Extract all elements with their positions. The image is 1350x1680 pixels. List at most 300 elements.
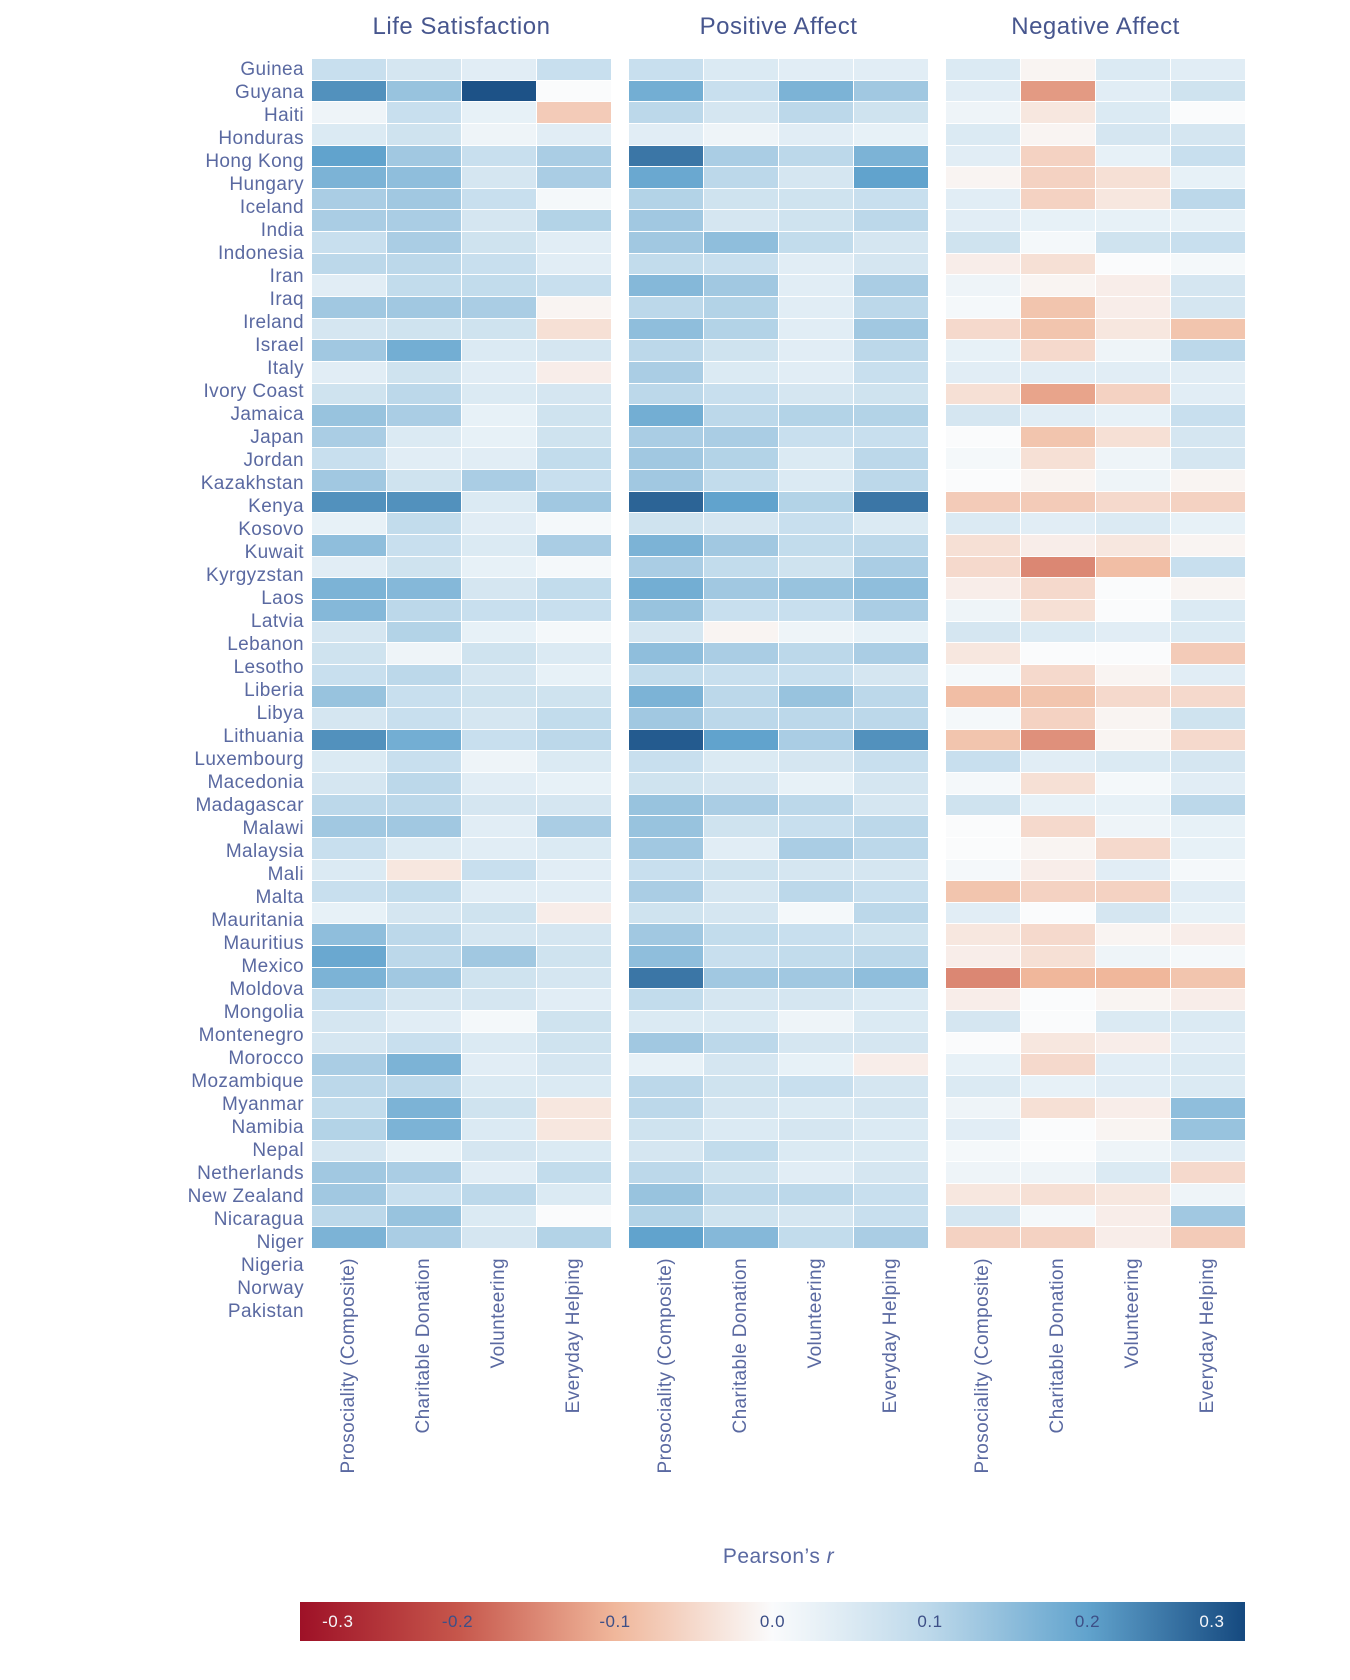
column-label: Prosociality (Composite) [655, 1258, 677, 1474]
heatmap-cell [1171, 1227, 1245, 1248]
heatmap-cell [1171, 81, 1245, 102]
row-label: Jamaica [230, 404, 304, 425]
heatmap-cell [462, 384, 536, 405]
heatmap-cell [1171, 405, 1245, 426]
row-label: Lesotho [233, 657, 304, 678]
heatmap-cell [462, 189, 536, 210]
heatmap-cell [854, 1076, 928, 1097]
heatmap-cell [387, 275, 461, 296]
heatmap-cell [462, 686, 536, 707]
heatmap-cell [462, 946, 536, 967]
heatmap-cell [462, 405, 536, 426]
heatmap-cell [312, 59, 386, 80]
heatmap-cell [1096, 816, 1170, 837]
heatmap-cell [1096, 167, 1170, 188]
heatmap-cell [779, 1184, 853, 1205]
heatmap-cell [1171, 189, 1245, 210]
column-label: Prosociality (Composite) [338, 1258, 360, 1474]
heatmap-cell [779, 319, 853, 340]
heatmap-cell [387, 362, 461, 383]
heatmap-cell [312, 946, 386, 967]
heatmap-cell [1171, 578, 1245, 599]
heatmap-cell [854, 903, 928, 924]
heatmap-cell [629, 665, 703, 686]
heatmap-cell [704, 535, 778, 556]
heatmap-cell [1096, 427, 1170, 448]
heatmap-cell [1096, 535, 1170, 556]
heatmap-cell [629, 795, 703, 816]
heatmap-cell [312, 557, 386, 578]
heatmap-cell [629, 643, 703, 664]
heatmap-cell [946, 1227, 1020, 1248]
heatmap-cell [1096, 730, 1170, 751]
heatmap-cell [629, 275, 703, 296]
row-label: Mauritania [211, 910, 304, 931]
heatmap-cell [1171, 492, 1245, 513]
heatmap-cell [1021, 232, 1095, 253]
heatmap-cell [312, 319, 386, 340]
heatmap-cell [537, 513, 611, 534]
heatmap-cell [629, 1098, 703, 1119]
heatmap-cell [854, 1141, 928, 1162]
heatmap-cell [946, 773, 1020, 794]
heatmap-cell [779, 622, 853, 643]
heatmap-cell [1021, 210, 1095, 231]
heatmap-cell [462, 319, 536, 340]
heatmap-cell [387, 686, 461, 707]
heatmap-cell [537, 643, 611, 664]
heatmap-cell [854, 189, 928, 210]
heatmap-cell [387, 1054, 461, 1075]
heatmap-cell [629, 578, 703, 599]
heatmap-cell [779, 773, 853, 794]
heatmap-cell [1021, 600, 1095, 621]
heatmap-cell [704, 427, 778, 448]
heatmap-cell [854, 665, 928, 686]
heatmap-cell [1021, 557, 1095, 578]
heatmap-cell [854, 470, 928, 491]
heatmap-cell [1096, 1206, 1170, 1227]
heatmap-cell [1021, 860, 1095, 881]
heatmap-cell [779, 924, 853, 945]
heatmap-cell [946, 535, 1020, 556]
heatmap-cell [387, 1076, 461, 1097]
heatmap-cell [629, 816, 703, 837]
heatmap-cell [462, 708, 536, 729]
heatmap-cell [462, 427, 536, 448]
heatmap-cell [537, 384, 611, 405]
heatmap-cell [854, 102, 928, 123]
heatmap-cell [1096, 946, 1170, 967]
row-label: Honduras [218, 128, 304, 149]
column-label: Charitable Donation [413, 1258, 435, 1434]
heatmap-cell [1171, 535, 1245, 556]
heatmap-cell [1021, 751, 1095, 772]
heatmap-cell [1171, 1098, 1245, 1119]
heatmap-cell [1096, 622, 1170, 643]
heatmap-cell [462, 751, 536, 772]
heatmap-cell [1021, 946, 1095, 967]
heatmap-cell [1021, 535, 1095, 556]
heatmap-cell [704, 59, 778, 80]
row-label: Ireland [243, 312, 304, 333]
heatmap-cell [462, 513, 536, 534]
heatmap-cell [312, 622, 386, 643]
heatmap-cell [946, 730, 1020, 751]
heatmap-cell [704, 730, 778, 751]
heatmap-cell [462, 1141, 536, 1162]
heatmap-cell [629, 622, 703, 643]
heatmap-cell [1096, 362, 1170, 383]
heatmap-cell [537, 708, 611, 729]
heatmap-cell [854, 319, 928, 340]
heatmap-cell [946, 903, 1020, 924]
heatmap-cell [1021, 665, 1095, 686]
heatmap-cell [537, 340, 611, 361]
heatmap-cell [312, 513, 386, 534]
heatmap-cell [854, 210, 928, 231]
heatmap-cell [1021, 924, 1095, 945]
heatmap-cell [462, 167, 536, 188]
heatmap-cell [1096, 189, 1170, 210]
heatmap-cell [1171, 600, 1245, 621]
heatmap-cell [312, 124, 386, 145]
panel-title-negative-affect: Negative Affect [1011, 13, 1180, 40]
row-label: Lebanon [227, 634, 304, 655]
heatmap-cell [629, 1184, 703, 1205]
heatmap-cell [537, 535, 611, 556]
heatmap-cell [1096, 1227, 1170, 1248]
heatmap-cell [854, 838, 928, 859]
colorbar-tick-label: 0.1 [917, 1612, 943, 1631]
heatmap-cell [537, 860, 611, 881]
heatmap-cell [946, 989, 1020, 1010]
heatmap-cell [1096, 968, 1170, 989]
heatmap-cell [387, 989, 461, 1010]
heatmap-cell [462, 1119, 536, 1140]
colorbar-title-text: Pearson’s [722, 1545, 821, 1568]
heatmap-cell [312, 167, 386, 188]
heatmap-cell [537, 470, 611, 491]
heatmap-cell [1171, 860, 1245, 881]
heatmap-cell [704, 1119, 778, 1140]
heatmap-cell [462, 340, 536, 361]
row-label: Madagascar [195, 795, 304, 816]
heatmap-cell [854, 708, 928, 729]
heatmap-cell [946, 557, 1020, 578]
heatmap-cell [704, 254, 778, 275]
heatmap-cell [629, 924, 703, 945]
heatmap-cell [1021, 448, 1095, 469]
heatmap-cell [537, 773, 611, 794]
heatmap-cell [537, 751, 611, 772]
heatmap-cell [537, 1011, 611, 1032]
heatmap-cell [779, 860, 853, 881]
row-label: Haiti [263, 105, 304, 126]
heatmap-cell [704, 686, 778, 707]
heatmap-cell [1021, 513, 1095, 534]
row-label: Japan [250, 427, 304, 448]
heatmap-cell [704, 297, 778, 318]
heatmap-cell [462, 81, 536, 102]
heatmap-cell [537, 210, 611, 231]
heatmap-cell [387, 1227, 461, 1248]
heatmap-cell [1096, 1098, 1170, 1119]
heatmap-cell [629, 513, 703, 534]
heatmap-cell [1021, 1054, 1095, 1075]
heatmap-cell [537, 275, 611, 296]
heatmap-cell [704, 513, 778, 534]
heatmap-cell [462, 622, 536, 643]
heatmap-cell [1096, 1011, 1170, 1032]
heatmap-cell [537, 557, 611, 578]
heatmap-cell [1021, 1184, 1095, 1205]
heatmap-cell [854, 167, 928, 188]
heatmap-cell [1171, 297, 1245, 318]
row-label: Mexico [241, 956, 304, 977]
heatmap-cell [312, 1098, 386, 1119]
heatmap-cell [1021, 297, 1095, 318]
heatmap-cell [1171, 146, 1245, 167]
heatmap-cell [779, 578, 853, 599]
heatmap-cell [462, 362, 536, 383]
heatmap-cell [779, 340, 853, 361]
heatmap-cell [779, 881, 853, 902]
heatmap-cell [537, 362, 611, 383]
heatmap-cell [462, 297, 536, 318]
heatmap-cell [629, 708, 703, 729]
heatmap-cell [854, 643, 928, 664]
heatmap-cell [629, 968, 703, 989]
heatmap-cell [946, 622, 1020, 643]
heatmap-cell [629, 773, 703, 794]
heatmap-cell [462, 557, 536, 578]
heatmap-cell [387, 535, 461, 556]
heatmap-cell [704, 1076, 778, 1097]
heatmap-cell [1171, 1119, 1245, 1140]
row-label: Nicaragua [213, 1209, 304, 1230]
heatmap-cell [1171, 427, 1245, 448]
heatmap-cell [854, 146, 928, 167]
heatmap-cell [1021, 968, 1095, 989]
heatmap-cell [387, 751, 461, 772]
heatmap-cell [854, 1054, 928, 1075]
heatmap-cell [629, 860, 703, 881]
colorbar-tick-label: -0.3 [322, 1612, 354, 1631]
heatmap-cell [779, 1011, 853, 1032]
heatmap-cell [1171, 1141, 1245, 1162]
heatmap-cell [312, 665, 386, 686]
heatmap-cell [946, 1119, 1020, 1140]
heatmap-cell [704, 708, 778, 729]
heatmap-cell [1171, 816, 1245, 837]
heatmap-cell [704, 881, 778, 902]
heatmap-cell [629, 59, 703, 80]
row-label: Laos [261, 588, 304, 609]
heatmap-cell [1171, 384, 1245, 405]
heatmap-cell [312, 492, 386, 513]
heatmap-cell [1021, 427, 1095, 448]
heatmap-cell [704, 643, 778, 664]
heatmap-cell [462, 665, 536, 686]
heatmap-cell [946, 275, 1020, 296]
heatmap-cell [312, 1011, 386, 1032]
heatmap-cell [312, 470, 386, 491]
heatmap-cell [629, 1033, 703, 1054]
row-label: Latvia [250, 611, 304, 632]
heatmap-cell [946, 751, 1020, 772]
row-label: Luxembourg [194, 749, 304, 770]
heatmap-cell [312, 81, 386, 102]
heatmap-cell [537, 838, 611, 859]
heatmap-cell [629, 470, 703, 491]
heatmap-cell [1096, 340, 1170, 361]
colorbar-tick-label: 0.0 [759, 1612, 786, 1631]
heatmap-cell [854, 622, 928, 643]
row-label: Kazakhstan [200, 473, 304, 494]
heatmap-cell [1096, 1119, 1170, 1140]
heatmap-cell [537, 1033, 611, 1054]
row-label: Malaysia [225, 841, 304, 862]
heatmap-cell [779, 1206, 853, 1227]
heatmap-cell [854, 59, 928, 80]
heatmap-cell [537, 81, 611, 102]
heatmap-cell [779, 470, 853, 491]
heatmap-cell [387, 124, 461, 145]
heatmap-cell [779, 1033, 853, 1054]
heatmap-cell [387, 1206, 461, 1227]
heatmap-cell [629, 1054, 703, 1075]
heatmap-cell [704, 448, 778, 469]
heatmap-cell [1171, 59, 1245, 80]
heatmap-cell [312, 102, 386, 123]
heatmap-cell [387, 405, 461, 426]
heatmap-cell [387, 232, 461, 253]
heatmap-cell [387, 427, 461, 448]
heatmap-cell [537, 816, 611, 837]
heatmap-cell [462, 59, 536, 80]
heatmap-cell [312, 362, 386, 383]
row-label: Libya [256, 703, 304, 724]
column-label: Everyday Helping [879, 1258, 901, 1414]
heatmap-cell [704, 1098, 778, 1119]
heatmap-cell [1171, 708, 1245, 729]
heatmap-cell [946, 968, 1020, 989]
heatmap-cell [946, 427, 1020, 448]
row-label: Netherlands [197, 1163, 304, 1184]
heatmap-cell [854, 773, 928, 794]
heatmap-cell [946, 1206, 1020, 1227]
heatmap-cell [946, 1033, 1020, 1054]
heatmap-cell [704, 557, 778, 578]
heatmap-cell [704, 210, 778, 231]
heatmap-cell [537, 881, 611, 902]
heatmap-cell [629, 686, 703, 707]
heatmap-cell [629, 1011, 703, 1032]
heatmap-cell [946, 297, 1020, 318]
heatmap-cell [1096, 1141, 1170, 1162]
heatmap-cell [312, 1227, 386, 1248]
heatmap-cell [537, 622, 611, 643]
row-label: India [260, 220, 304, 241]
colorbar-title-symbol: r [826, 1545, 835, 1568]
heatmap-cell [1171, 989, 1245, 1010]
heatmap-cell [1021, 384, 1095, 405]
heatmap-cell [387, 903, 461, 924]
heatmap-cell [629, 124, 703, 145]
heatmap-cell [537, 946, 611, 967]
heatmap-cell [779, 535, 853, 556]
heatmap-cell [1171, 448, 1245, 469]
heatmap-cell [704, 946, 778, 967]
heatmap-cell [462, 1054, 536, 1075]
heatmap-cell [854, 578, 928, 599]
heatmap-cell [537, 1076, 611, 1097]
heatmap-cell [387, 167, 461, 188]
heatmap-cell [1021, 816, 1095, 837]
heatmap-cell [629, 1227, 703, 1248]
heatmap-cell [387, 1033, 461, 1054]
heatmap-cell [462, 470, 536, 491]
heatmap-cell [854, 946, 928, 967]
heatmap-cell [387, 708, 461, 729]
heatmap-cell [854, 1162, 928, 1183]
heatmap-cell [387, 59, 461, 80]
heatmap-cell [1096, 254, 1170, 275]
heatmap-cell [704, 1011, 778, 1032]
heatmap-cell [854, 513, 928, 534]
row-label: Iceland [239, 197, 304, 218]
heatmap-cell [387, 730, 461, 751]
heatmap-cell [779, 232, 853, 253]
row-label: Hong Kong [205, 151, 304, 172]
heatmap-cell [779, 384, 853, 405]
heatmap-cell [854, 448, 928, 469]
row-label: Moldova [229, 979, 304, 1000]
heatmap-cell [946, 384, 1020, 405]
heatmap-cell [629, 254, 703, 275]
heatmap-cell [312, 275, 386, 296]
heatmap-panel-positive-affect [629, 59, 928, 1248]
heatmap-cell [462, 124, 536, 145]
colorbar-title [312, 1545, 1245, 1569]
heatmap-cell [462, 210, 536, 231]
heatmap-cell [779, 254, 853, 275]
heatmap-cell [1096, 146, 1170, 167]
row-label: Mali [267, 864, 304, 885]
heatmap-cell [704, 124, 778, 145]
heatmap-cell [1021, 1119, 1095, 1140]
heatmap-cell [1171, 665, 1245, 686]
heatmap-cell [854, 124, 928, 145]
heatmap-cell [1171, 470, 1245, 491]
column-axis-labels-positive-affect [629, 1258, 928, 1508]
heatmap-cell [1096, 773, 1170, 794]
heatmap-cell [629, 167, 703, 188]
heatmap-cell [387, 600, 461, 621]
heatmap-cell [854, 254, 928, 275]
heatmap-cell [1171, 1162, 1245, 1183]
heatmap-cell [537, 189, 611, 210]
row-label: Malawi [242, 818, 304, 839]
heatmap-cell [1096, 81, 1170, 102]
row-label: Guyana [235, 82, 304, 103]
heatmap-cell [1021, 1011, 1095, 1032]
heatmap-cell [946, 600, 1020, 621]
column-label: Prosociality (Composite) [972, 1258, 994, 1474]
heatmap-cell [462, 1033, 536, 1054]
heatmap-cell [1021, 773, 1095, 794]
